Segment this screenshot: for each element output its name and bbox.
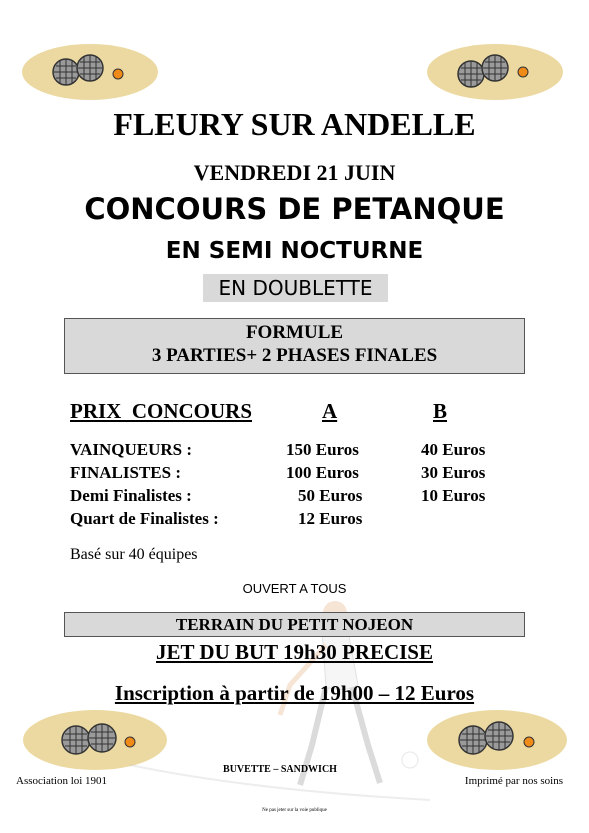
prix-col-b: B [433, 399, 448, 423]
ouvert-note: OUVERT A TOUS [242, 581, 347, 596]
petanque-balls-icon [425, 40, 565, 102]
prix-row [70, 509, 219, 529]
event-subtitle: EN SEMI NOCTURNE [165, 238, 424, 264]
mode-badge: EN DOUBLETTE [203, 274, 388, 302]
prix-row [70, 463, 181, 483]
prix-value-a: 50 Euros [298, 486, 363, 505]
formule-heading: FORMULE [245, 322, 344, 343]
prix-col-a: A [322, 399, 338, 423]
jet-du-but: JET DU BUT 19h30 PRECISE [156, 640, 433, 664]
prix-label: Demi Finalistes : [70, 486, 192, 505]
prix-row [70, 440, 192, 460]
footer-note: Ne pas jeter sur la voie publique [262, 808, 327, 813]
event-title: CONCOURS DE PETANQUE [84, 192, 505, 226]
petanque-balls-icon [425, 706, 570, 772]
association-note: Association loi 1901 [16, 775, 108, 787]
terrain-box: TERRAIN DU PETIT NOJEON [64, 612, 525, 637]
prix-value-a: 12 Euros [298, 509, 363, 528]
event-date: VENDREDI 21 JUIN [193, 160, 396, 185]
prix-value-a: 150 Euros [286, 440, 359, 459]
prix-label: FINALISTES : [70, 463, 182, 482]
prix-heading: PRIX CONCOURS [70, 399, 253, 423]
inscription: Inscription à partir de 19h00 – 12 Euros [114, 681, 475, 705]
prix-label: VAINQUEURS : [70, 440, 193, 459]
buvette-note: BUVETTE – SANDWICH [223, 764, 337, 775]
petanque-balls-icon [20, 40, 160, 102]
prix-value-b: 40 Euros [421, 440, 486, 459]
prix-value-b: 30 Euros [421, 463, 486, 482]
prix-value-b: 10 Euros [421, 486, 486, 505]
formule-box [64, 318, 525, 374]
imprime-note: Imprimé par nos soins [464, 775, 563, 787]
prix-label: Quart de Finalistes : [70, 509, 219, 528]
formule-detail: 3 PARTIES+ 2 PHASES FINALES [151, 345, 438, 366]
prix-row [70, 486, 192, 506]
prix-value-a: 100 Euros [286, 463, 359, 482]
base-note: Basé sur 40 équipes [70, 546, 198, 563]
town-title: FLEURY SUR ANDELLE [113, 106, 476, 142]
